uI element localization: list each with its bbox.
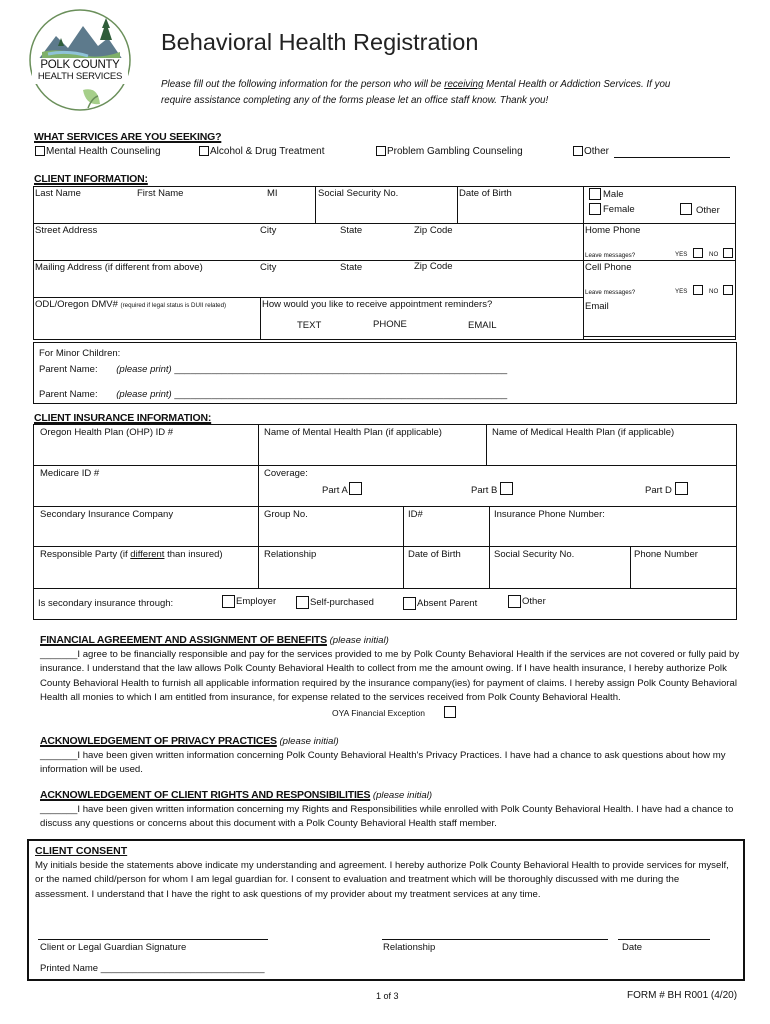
- financial-heading: FINANCIAL AGREEMENT AND ASSIGNMENT OF BENEFITS: [40, 634, 327, 646]
- city2-label: City: [260, 262, 277, 273]
- rights-body: [40, 803, 740, 832]
- signature-line[interactable]: [38, 939, 268, 940]
- odl-text: ODL/Oregon DMV#: [35, 299, 118, 310]
- alcohol-drug-checkbox[interactable]: [199, 146, 209, 156]
- financial-heading-line: [40, 634, 389, 646]
- mental-health-checkbox[interactable]: [35, 146, 45, 156]
- employer-checkbox[interactable]: [222, 595, 235, 608]
- problem-gambling-label: Problem Gambling Counseling: [387, 146, 523, 157]
- other-insurance-checkbox[interactable]: [508, 595, 521, 608]
- parent-blank-1[interactable]: _______________________________________________________________: [174, 364, 508, 375]
- medicare-label: Medicare ID #: [40, 468, 100, 479]
- page-title: Behavioral Health Registration: [161, 29, 479, 55]
- ins-relationship-label: Relationship: [264, 549, 317, 560]
- ins-ssn-label: Social Security No.: [494, 549, 575, 560]
- oya-label: OYA Financial Exception: [332, 708, 425, 718]
- printed-name: [40, 963, 265, 974]
- relationship-label: Relationship: [383, 942, 436, 953]
- yes-2: YES: [675, 288, 688, 295]
- yes-1: YES: [675, 251, 688, 258]
- dob-label: Date of Birth: [459, 188, 512, 199]
- coverage-label: Coverage:: [264, 468, 308, 479]
- part-b-label: Part B: [471, 485, 498, 496]
- home-phone-label: Home Phone: [585, 225, 641, 236]
- gender-other-checkbox[interactable]: [680, 203, 692, 215]
- please-print-2: (please print): [116, 389, 172, 400]
- other-service-label: Other: [584, 146, 610, 157]
- odl-note: (required if legal status is DUII related): [120, 302, 227, 309]
- relationship-line[interactable]: [382, 939, 608, 940]
- female-checkbox[interactable]: [589, 203, 601, 215]
- male-checkbox[interactable]: [589, 188, 601, 200]
- group-label: Group No.: [264, 509, 308, 520]
- self-purchased-label: Self-purchased: [310, 597, 374, 608]
- rights-heading: ACKNOWLEDGEMENT OF CLIENT RIGHTS AND RESPONSIBILITIES: [40, 789, 371, 801]
- employer-label: Employer: [236, 596, 277, 607]
- responsible-c: than insured): [164, 549, 223, 560]
- reminder-text-option[interactable]: TEXT: [297, 320, 322, 331]
- leave-messages-1: Leave messages?: [585, 252, 636, 259]
- logo-text-top: POLK COUNTY: [40, 59, 120, 71]
- state2-label: State: [340, 262, 363, 273]
- minor-heading: For Minor Children:: [39, 348, 121, 359]
- rights-initial-blank[interactable]: _______: [40, 804, 78, 815]
- absent-parent-checkbox[interactable]: [403, 597, 416, 610]
- home-yes-checkbox[interactable]: [693, 248, 703, 258]
- part-d-label: Part D: [645, 485, 672, 496]
- cell-yes-checkbox[interactable]: [693, 285, 703, 295]
- financial-text: I agree to be financially responsible and pay for the services provided to me by Polk County Behavioral Health if the services are not covered or fully paid by insurance. I understand that the law allows Polk County Behavioral Health to collect from me the amount owing. If I have health insurance, I hereby authorize Polk County Behavioral Health to furnish all applicable information required by the insurance company(ies) for payment of claims. I hereby assign Polk County Behavioral Health all monies to which I am entitled from insurance, for expense related to the services received from Polk County Behavioral Health.: [40, 649, 740, 703]
- problem-gambling-checkbox[interactable]: [376, 146, 386, 156]
- financial-body: [40, 648, 740, 705]
- mi-label: MI: [267, 188, 278, 199]
- rights-initial: (please initial): [372, 790, 433, 801]
- client-info-heading: CLIENT INFORMATION:: [34, 173, 148, 185]
- oya-checkbox[interactable]: [444, 706, 456, 718]
- id-label: ID#: [408, 509, 423, 520]
- absent-parent-label: Absent Parent: [417, 598, 478, 609]
- secondary-label: Secondary Insurance Company: [40, 509, 174, 520]
- date-label: Date: [622, 942, 643, 953]
- printed-name-blank[interactable]: _______________________________: [100, 963, 265, 974]
- date-line[interactable]: [618, 939, 710, 940]
- mh-plan-label: Name of Mental Health Plan (if applicable): [264, 427, 442, 438]
- privacy-text: I have been given written information concerning Polk County Behavioral Health's Privacy Practices. I have had a chance to ask questions about how my information will be used.: [40, 750, 726, 776]
- insurance-heading: CLIENT INSURANCE INFORMATION:: [34, 412, 212, 424]
- intro-text-receiving: receiving: [444, 79, 484, 90]
- last-name-label: Last Name: [35, 188, 81, 199]
- cell-no-checkbox[interactable]: [723, 285, 733, 295]
- first-name-label: First Name: [137, 188, 184, 199]
- reminder-email-option[interactable]: EMAIL: [468, 320, 497, 331]
- no-1: NO: [709, 251, 719, 258]
- other-insurance-label: Other: [522, 596, 546, 607]
- intro-line-2: require assistance completing any of the forms please let an office staff know. Thank you!: [161, 95, 549, 106]
- reminder-phone-option[interactable]: PHONE: [373, 319, 407, 330]
- privacy-body: [40, 749, 740, 778]
- self-purchased-checkbox[interactable]: [296, 596, 309, 609]
- financial-initial: (please initial): [329, 635, 389, 646]
- printed-name-label: Printed Name: [40, 963, 99, 974]
- services-heading: WHAT SERVICES ARE YOU SEEKING?: [34, 131, 222, 143]
- gender-other-label: Other: [696, 205, 720, 216]
- part-a-label: Part A: [322, 485, 348, 496]
- part-a-checkbox[interactable]: [349, 482, 362, 495]
- responsible-label: [40, 549, 223, 560]
- ins-phone-number-label: Phone Number: [634, 549, 698, 560]
- ins-phone-label: Insurance Phone Number:: [494, 509, 605, 520]
- intro-text-c: Mental Health or Addiction Services. If you: [483, 79, 671, 90]
- intro-line-1: [161, 79, 670, 90]
- responsible-different: different: [130, 549, 165, 560]
- alcohol-drug-label: Alcohol & Drug Treatment: [210, 146, 325, 157]
- ohp-label: Oregon Health Plan (OHP) ID #: [40, 427, 174, 438]
- no-2: NO: [709, 288, 719, 295]
- please-print-1: (please print): [116, 364, 172, 375]
- page-number: 1 of 3: [376, 991, 399, 1001]
- mental-health-label: Mental Health Counseling: [46, 146, 161, 157]
- reminders-label: How would you like to receive appointment reminders?: [262, 299, 493, 310]
- email-label: Email: [585, 301, 609, 312]
- parent-name-1: [39, 364, 507, 375]
- mailing-label: Mailing Address (if different from above): [35, 262, 203, 273]
- odl-label: [35, 299, 226, 310]
- rights-heading-line: [40, 789, 432, 801]
- parent-label-1: Parent Name:: [39, 364, 98, 375]
- privacy-heading: ACKNOWLEDGEMENT OF PRIVACY PRACTICES: [40, 735, 277, 747]
- med-plan-label: Name of Medical Health Plan (if applicable): [492, 427, 675, 438]
- leave-messages-2: Leave messages?: [585, 289, 636, 296]
- part-d-checkbox[interactable]: [675, 482, 688, 495]
- cell-phone-label: Cell Phone: [585, 262, 632, 273]
- zip2-label: Zip Code: [414, 261, 453, 272]
- secondary-through-label: Is secondary insurance through:: [38, 598, 174, 609]
- consent-heading: CLIENT CONSENT: [35, 845, 128, 857]
- financial-initial-blank[interactable]: _______: [40, 649, 78, 660]
- consent-body: My initials beside the statements above indicate my understanding and agreement. I hereby authorize Polk County Behavioral Health to provide services for myself, or the named child/person for whom I am legal guardian for. I consent to evaluation and treatment which will be thoroughly discussed with me during the assessment. I understand that I have the right to ask questions of my provider about my treatment services at any time.: [35, 860, 729, 900]
- responsible-a: Responsible Party (if: [40, 549, 131, 560]
- polk-county-logo: [28, 8, 132, 118]
- male-label: Male: [603, 189, 624, 200]
- signature-label: Client or Legal Guardian Signature: [40, 942, 187, 953]
- insurance-table: [33, 424, 737, 620]
- city-label: City: [260, 225, 277, 236]
- privacy-heading-line: [40, 735, 339, 747]
- state-label: State: [340, 225, 363, 236]
- privacy-initial: (please initial): [279, 736, 339, 747]
- other-service-line[interactable]: [614, 157, 730, 158]
- ins-dob-label: Date of Birth: [408, 549, 461, 560]
- intro-text-a: Please fill out the following information for the person who will be: [161, 79, 445, 90]
- ssn-label: Social Security No.: [318, 188, 399, 199]
- home-no-checkbox[interactable]: [723, 248, 733, 258]
- street-label: Street Address: [35, 225, 98, 236]
- parent-name-2: [39, 389, 507, 400]
- other-service-checkbox[interactable]: [573, 146, 583, 156]
- form-number: FORM # BH R001 (4/20): [627, 990, 738, 1001]
- female-label: Female: [603, 204, 635, 215]
- logo-text-bottom: HEALTH SERVICES: [37, 71, 123, 82]
- privacy-initial-blank[interactable]: _______: [40, 750, 78, 761]
- zip-label: Zip Code: [414, 225, 453, 236]
- parent-label-2: Parent Name:: [39, 389, 98, 400]
- rights-text: I have been given written information concerning my Rights and Responsibilities while enrolled with Polk County Behavioral Health. I have had a chance to discuss any questions or concerns about this document with a Polk County Behavioral Health staff member.: [40, 804, 734, 830]
- part-b-checkbox[interactable]: [500, 482, 513, 495]
- parent-blank-2[interactable]: _______________________________________________________________: [174, 389, 508, 400]
